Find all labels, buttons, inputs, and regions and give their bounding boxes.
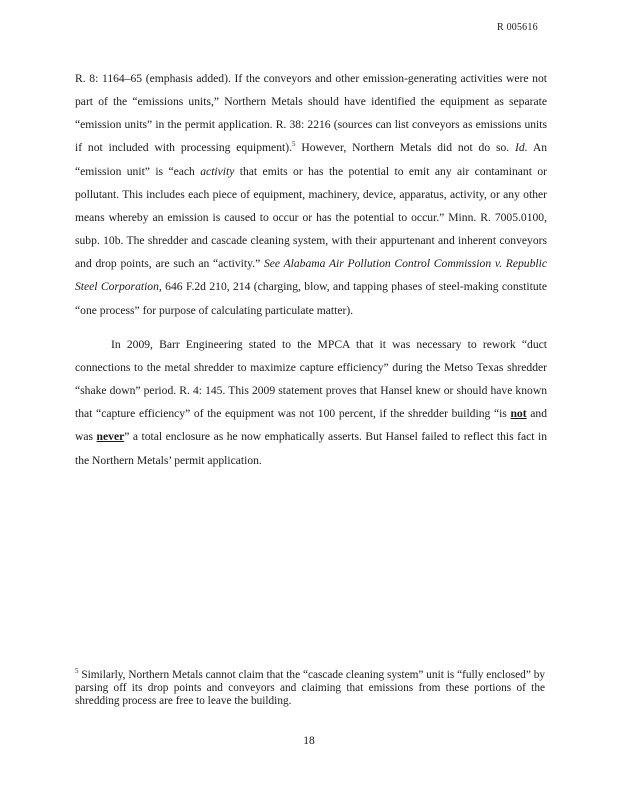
p2-text-3: ” a total enclosure as he now emphatically asserts. But Hansel failed to reflect this fact in the Northern Metals’ permit application. [75, 430, 547, 467]
p1-text-4: that emits or has the potential to emit any air contaminant or pollutant. This includes each piece of equipment, machinery, device, apparatus, activity, or any other means whereby an emission is caused to occur or has the potential to occur.” Minn. R. 7005.0100, subp. 10b. The shredder and cascade cleaning system, with their appurtenant and inherent conveyors and drop points, are such an “activity.” [75, 164, 547, 271]
p1-text-2: However, Northern Metals did not do so. [295, 141, 516, 155]
case-citation: See Alabama Air Pollution Control Commission v. Republic Steel Corporation, [75, 257, 547, 294]
p1-text-3: An “emission unit” is “each [75, 141, 547, 178]
id-citation: Id. [515, 141, 528, 155]
paragraph-1 [75, 67, 547, 322]
p1-text-5: 646 F.2d 210, 214 (charging, blow, and tapping phases of steel-making constitute “one process” for purpose of calculating particulate matter). [75, 280, 547, 317]
not-emphasis: not [510, 407, 527, 421]
body-text [75, 67, 547, 472]
activity-emphasis: activity [200, 164, 235, 178]
bates-number: R 005616 [497, 22, 538, 33]
page-number: 18 [303, 735, 315, 747]
footnote-number: 5 [75, 667, 79, 676]
footnote [75, 669, 545, 709]
paragraph-2 [75, 333, 547, 472]
footnote-5 [75, 669, 545, 709]
p2-text-1: In 2009, Barr Engineering stated to the MPCA that it was necessary to rework “duct connections to the metal shredder to maximize capture efficiency” during the Metso Texas shredder “shake down” period. R. 4: 145. This 2009 statement proves that Hansel knew or should have known that “capture efficiency” of the equipment was not 100 percent, if the shredder building “is [75, 337, 547, 421]
footnote-reference: 5 [291, 140, 296, 149]
footnote-text: Similarly, Northern Metals cannot claim that the “cascade cleaning system” unit is “fully enclosed” by parsing off its drop points and conveyors and claiming that emissions from these portions of the shredding process are free to leave the building. [75, 669, 545, 708]
p1-text-1: R. 8: 1164–65 (emphasis added). If the conveyors and other emission-generating activities were not part of the “emissions units,” Northern Metals should have identified the equipment as separate “emission units” in the permit application. R. 38: 2216 (sources can list conveyors as emissions units if not included with processing equipment). [75, 72, 547, 155]
p2-text-2: and was [75, 407, 547, 444]
never-emphasis: never [96, 430, 125, 444]
